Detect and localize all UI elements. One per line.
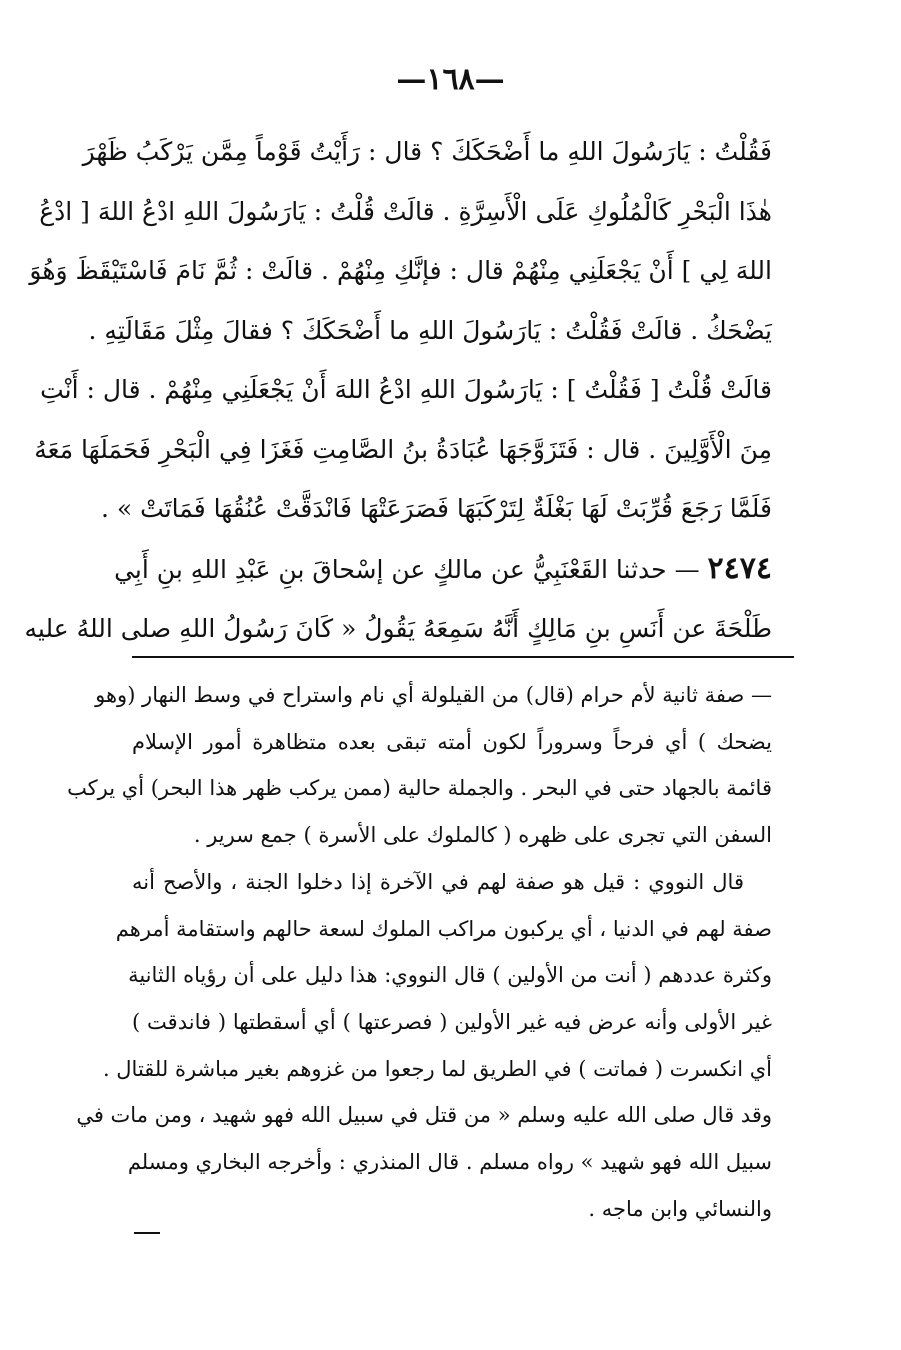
commentary-line: السفن التي تجرى على ظهره ( كالملوك على الأسرة ) جمع سرير . xyxy=(193,823,772,848)
commentary-line: والنسائي وابن ماجه . xyxy=(588,1196,772,1221)
hadith-isnad: — حدثنا القَعْنَبِيُّ عن مالكٍ عن إسْحاقَ بنِ عَبْدِ اللهِ بنِ أَبِي xyxy=(114,554,700,584)
main-line: فَلَمَّا رَجَعَ قُرِّبَتْ لَهَا بَغْلَةٌ لِتَرْكَبَهَا فَصَرَعَتْهَا فَانْدَقَّتْ عُنُقُهَا فَمَاتَتْ » . xyxy=(101,494,772,523)
hadith-heading-line xyxy=(114,539,772,600)
main-line: يَضْحَكُ . قالَتْ فَقُلْتُ : يَارَسُولَ اللهِ ما أَضْحَكَكَ ؟ فقالَ مِثْلَ مَقَالَتِهِ . xyxy=(88,315,772,345)
commentary-line: صفة لهم في الدنيا ، أي يركبون مراكب الملوك لسعة حالهم واستقامة أمرهم xyxy=(115,916,772,941)
commentary-line: قائمة بالجهاد حتى في البحر . والجملة حالية (ممن يركب ظهر هذا البحر) أي يركب xyxy=(67,776,772,801)
commentary-line: سبيل الله فهو شهيد » رواه مسلم . قال المنذري : وأخرجه البخاري ومسلم xyxy=(127,1150,772,1175)
commentary-line: قال النووي : قيل هو صفة لهم في الآخرة إذا دخلوا الجنة ، والأصح أنه xyxy=(132,869,744,894)
main-line: اللهَ لِي ] أَنْ يَجْعَلَنِي مِنْهُمْ قال : فإنَّكِ مِنْهُمْ . قالَتْ : ثُمَّ نَامَ فَاسْتَيْقَظَ وَهُوَ xyxy=(29,256,772,285)
main-line: مِنَ الْأَوَّلِينَ . قال : فَتَزَوَّجَهَا عُبَادَةُ بنُ الصَّامِتِ فَغَزَا فِي الْبَحْرِ فَحَمَلَهَا مَعَهُ xyxy=(34,434,772,464)
main-line: هٰذَا الْبَحْرِ كَالْمُلُوكِ عَلَى الْأَسِرَّةِ . قالَتْ قُلْتُ : يَارَسُولَ اللهِ ادْعُ اللهَ [ ادْعُ xyxy=(39,196,772,226)
commentary-line: أي انكسرت ( فماتت ) في الطريق لما رجعوا من غزوهم بغير مباشرة للقتال . xyxy=(102,1056,772,1081)
commentary-block xyxy=(67,672,772,1232)
page-number: —١٦٨— xyxy=(396,62,505,97)
commentary-line: يضحك ) أي فرحاً وسروراً لكون أمته تبقى بعده متظاهرة أمور الإسلام xyxy=(132,729,772,754)
commentary-line: غير الأولى وأنه عرض فيه غير الأولين ( فصرعتها ) أي أسقطتها ( فاندقت ) xyxy=(132,1009,772,1034)
commentary-line: وكثرة عددهم ( أنت من الأولين ) قال النووي: هذا دليل على أن رؤياه الثانية xyxy=(128,963,772,988)
hadith-number: ٢٤٧٤ xyxy=(707,550,772,586)
main-text-block xyxy=(24,122,772,659)
continuation-dash xyxy=(134,1232,160,1234)
commentary-line: وقد قال صلى الله عليه وسلم « من قتل في سبيل الله فهو شهيد ، ومن مات في xyxy=(76,1103,772,1128)
hadith-line: طَلْحَةَ عن أَنَسِ بنِ مَالِكٍ أَنَّهُ سَمِعَهُ يَقُولُ « كَانَ رَسُولُ اللهِ صلى اللهُ عليه xyxy=(24,614,772,643)
main-line: قالَتْ قُلْتُ [ فَقُلْتُ ] : يَارَسُولَ اللهِ ادْعُ اللهَ أَنْ يَجْعَلَنِي مِنْهُمْ . قال : أَنْتِ xyxy=(40,375,772,404)
commentary-line: — صفة ثانية لأم حرام (قال) من القيلولة أي نام واستراح في وسط النهار (وهو xyxy=(95,683,772,707)
footnote-separator xyxy=(132,656,794,658)
main-line: فَقُلْتُ : يَارَسُولَ اللهِ ما أَضْحَكَكَ ؟ قال : رَأَيْتُ قَوْماً مِمَّن يَرْكَبُ ظَهْرَ xyxy=(82,137,772,166)
